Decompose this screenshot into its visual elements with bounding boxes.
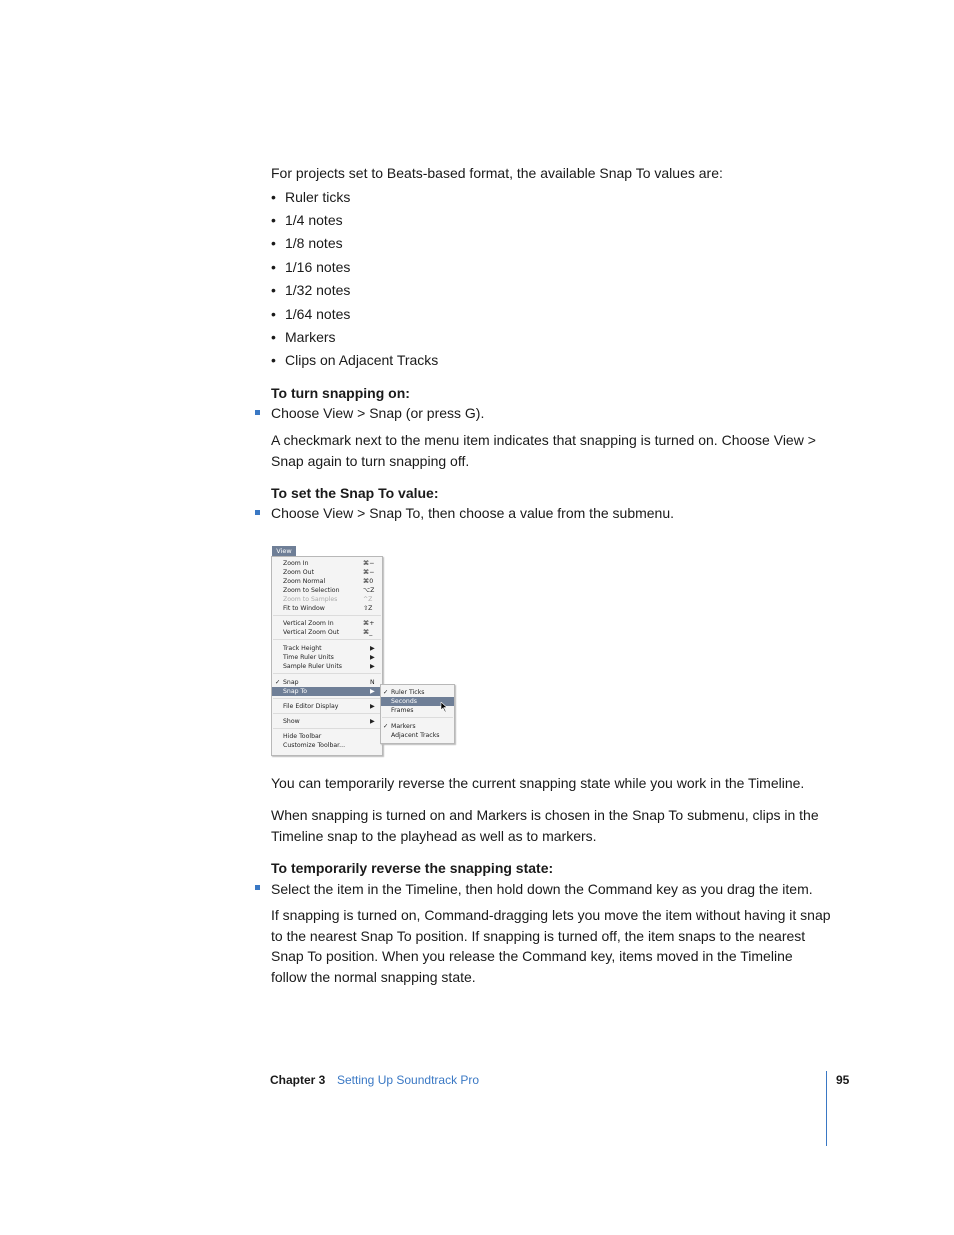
menu-item: Show ▶	[283, 718, 375, 725]
step-text: Choose View > Snap To, then choose a value from the submenu.	[271, 505, 675, 521]
menu-item: Vertical Zoom In ⌘+	[283, 620, 375, 627]
menu-separator	[273, 713, 381, 714]
bullet-square-icon	[255, 510, 260, 515]
checkmark-icon: ✓	[383, 723, 389, 730]
menu-item: Zoom In ⌘−	[283, 560, 375, 567]
list-item: • 1/8 notes	[271, 235, 343, 251]
submenu-item: ✓ Ruler Ticks	[383, 689, 425, 696]
checkmark-icon: ✓	[275, 679, 281, 686]
menu-item: Sample Ruler Units ▶	[283, 663, 375, 670]
menu-title: View	[272, 546, 296, 556]
mouse-cursor-icon	[440, 702, 448, 712]
section-heading: To temporarily reverse the snapping state:	[271, 860, 554, 876]
list-item: • 1/32 notes	[271, 282, 351, 298]
menu-item: File Editor Display ▶	[283, 703, 375, 710]
paragraph: When snapping is turned on and Markers is chosen in the Snap To submenu, clips in the Timeline snap to the playhead as well as to markers.	[271, 807, 819, 844]
footer-chapter-title: Setting Up Soundtrack Pro	[337, 1073, 480, 1087]
menu-item: Hide Toolbar	[283, 733, 322, 740]
step-text: Select the item in the Timeline, then hold down the Command key as you drag the item.	[271, 881, 813, 897]
menu-separator	[273, 639, 381, 640]
snap-to-submenu	[380, 684, 455, 744]
footer-divider	[826, 1071, 827, 1146]
menu-separator	[273, 698, 381, 699]
list-item: • Clips on Adjacent Tracks	[271, 352, 439, 368]
paragraph: If snapping is turned on, Command-dragging lets you move the item without having it snap to the nearest Snap To position. If snapping is turned off, the item snaps to the nearest Snap To position. When you release the Command key, items moved in the Timeline follow the normal snapping state.	[271, 907, 831, 985]
menu-item: Zoom Out ⌘−	[283, 569, 375, 576]
menu-item: Time Ruler Units ▶	[283, 654, 375, 661]
list-item: • Markers	[271, 329, 336, 345]
menu-item-snap-to: Snap To ▶	[272, 687, 382, 696]
menu-separator	[273, 673, 381, 674]
intro-paragraph: For projects set to Beats-based format, the available Snap To values are:	[271, 165, 723, 181]
section-heading: To turn snapping on:	[271, 385, 410, 401]
paragraph: A checkmark next to the menu item indicates that snapping is turned on. Choose View > Snap again to turn snapping off.	[271, 432, 816, 469]
bullet-square-icon	[255, 410, 260, 415]
submenu-item: ✓ Markers	[383, 723, 416, 730]
list-item: • Ruler ticks	[271, 189, 351, 205]
view-menu	[271, 556, 383, 756]
menu-item: Vertical Zoom Out ⌘_	[283, 629, 373, 636]
list-item: • 1/64 notes	[271, 306, 351, 322]
step-text: Choose View > Snap (or press G).	[271, 405, 485, 421]
menu-item-snap: ✓ Snap N	[275, 679, 375, 686]
footer-chapter: Chapter 3	[270, 1073, 326, 1087]
menu-separator	[273, 615, 381, 616]
menu-separator	[382, 717, 453, 718]
menu-item: Track Height ▶	[283, 645, 375, 652]
menu-separator	[273, 728, 381, 729]
checkmark-icon: ✓	[383, 689, 389, 696]
paragraph: You can temporarily reverse the current snapping state while you work in the Timeline.	[271, 775, 805, 791]
submenu-item: Frames	[391, 707, 414, 714]
menu-item: Zoom Normal ⌘0	[283, 578, 374, 585]
submenu-item-highlighted: Seconds	[381, 697, 454, 706]
submenu-item: Adjacent Tracks	[391, 732, 440, 739]
page-number: 95	[836, 1073, 850, 1087]
list-item: • 1/16 notes	[271, 259, 351, 275]
section-heading: To set the Snap To value:	[271, 485, 439, 501]
menu-item: Fit to Window ⇧Z	[283, 605, 373, 612]
menu-item-disabled: Zoom to Samples ^Z	[283, 596, 373, 603]
menu-item: Customize Toolbar...	[283, 742, 346, 749]
view-menu-screenshot	[271, 545, 455, 755]
list-item: • 1/4 notes	[271, 212, 343, 228]
menu-item: Zoom to Selection ⌥Z	[283, 587, 375, 594]
bullet-square-icon	[255, 885, 260, 890]
